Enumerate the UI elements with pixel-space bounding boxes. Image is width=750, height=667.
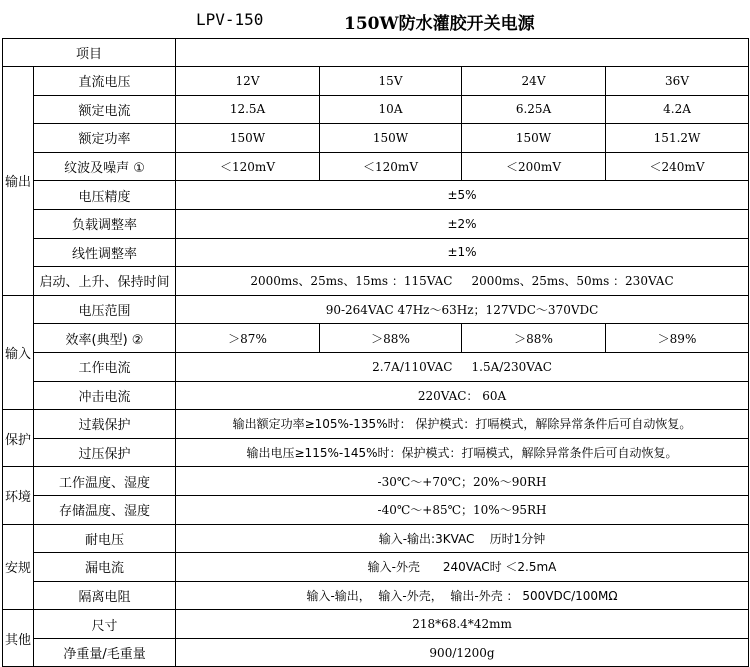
- table-row: [3, 610, 749, 639]
- row-label: 净重量/毛重量: [34, 638, 176, 667]
- cell: 6.25A: [462, 95, 606, 124]
- row-label: 效率(典型) ②: [34, 324, 176, 353]
- cell: ±1%: [176, 238, 749, 267]
- row-label: 工作温度、湿度: [34, 467, 176, 496]
- table-row: [3, 209, 749, 238]
- table-row: [3, 495, 749, 524]
- spec-table: [2, 38, 749, 667]
- group-protection: 保护: [3, 410, 34, 467]
- table-row: [3, 524, 749, 553]
- cell: -40℃～+85℃；10%～95RH: [176, 495, 749, 524]
- cell: 输出额定功率≥105%-135%时： 保护模式：打嗝模式，解除异常条件后可自动恢复。: [176, 410, 749, 439]
- row-label: 耐电压: [34, 524, 176, 553]
- cell: 151.2W: [606, 124, 749, 153]
- cell: 150W: [176, 124, 320, 153]
- table-row: [3, 410, 749, 439]
- row-label: 冲击电流: [34, 381, 176, 410]
- row-label: 直流电压: [34, 67, 176, 96]
- table-row: [3, 124, 749, 153]
- row-label: 启动、上升、保持时间: [34, 267, 176, 296]
- cell: ＜120mV: [320, 152, 462, 181]
- row-label: 尺寸: [34, 610, 176, 639]
- cell: 150W: [320, 124, 462, 153]
- cell: ±5%: [176, 181, 749, 210]
- cell: 4.2A: [606, 95, 749, 124]
- table-row: [3, 295, 749, 324]
- cell: ＞88%: [320, 324, 462, 353]
- cell: ±2%: [176, 209, 749, 238]
- cell: 90-264VAC 47Hz～63Hz；127VDC～370VDC: [176, 295, 749, 324]
- cell: 900/1200g: [176, 638, 749, 667]
- cell: 218*68.4*42mm: [176, 610, 749, 639]
- row-label: 工作电流: [34, 352, 176, 381]
- row-label: 隔离电阻: [34, 581, 176, 610]
- row-label: 额定电流: [34, 95, 176, 124]
- cell: 220VAC： 60A: [176, 381, 749, 410]
- table-row: [3, 381, 749, 410]
- table-header-row: [3, 39, 749, 67]
- row-label: 负载调整率: [34, 209, 176, 238]
- cell: 12.5A: [176, 95, 320, 124]
- table-row: [3, 238, 749, 267]
- row-label: 过压保护: [34, 438, 176, 467]
- table-row: [3, 438, 749, 467]
- cell: ＞88%: [462, 324, 606, 353]
- cell: ＞87%: [176, 324, 320, 353]
- cell: ＞89%: [606, 324, 749, 353]
- group-input: 输入: [3, 295, 34, 409]
- table-row: [3, 152, 749, 181]
- table-row: [3, 553, 749, 582]
- group-safety: 安规: [3, 524, 34, 610]
- cell: 12V: [176, 67, 320, 96]
- cell: 2.7A/110VAC 1.5A/230VAC: [176, 352, 749, 381]
- table-row: [3, 181, 749, 210]
- row-label: 纹波及噪声 ①: [34, 152, 176, 181]
- item-header: 项目: [3, 39, 176, 67]
- row-label: 漏电流: [34, 553, 176, 582]
- header-blank: [176, 39, 749, 67]
- row-label: 线性调整率: [34, 238, 176, 267]
- cell: ＜200mV: [462, 152, 606, 181]
- row-label: 电压精度: [34, 181, 176, 210]
- cell: 输入-输出， 输入-外壳， 输出-外壳 ： 500VDC/100MΩ: [176, 581, 749, 610]
- table-row: [3, 638, 749, 667]
- row-label: 电压范围: [34, 295, 176, 324]
- cell: 10A: [320, 95, 462, 124]
- cell: 150W: [462, 124, 606, 153]
- cell: 15V: [320, 67, 462, 96]
- cell: ＜240mV: [606, 152, 749, 181]
- cell: 输入-输出:3KVAC 历时1分钟: [176, 524, 749, 553]
- group-other: 其他: [3, 610, 34, 667]
- table-row: [3, 67, 749, 96]
- group-environment: 环境: [3, 467, 34, 524]
- cell: ＜120mV: [176, 152, 320, 181]
- table-row: [3, 324, 749, 353]
- table-row: [3, 95, 749, 124]
- row-label: 过载保护: [34, 410, 176, 439]
- row-label: 额定功率: [34, 124, 176, 153]
- cell: 2000ms、25ms、15ms ：115VAC 2000ms、25ms、50ms ：230VAC: [176, 267, 749, 296]
- cell: 输出电压≥115%-145%时：保护模式：打嗝模式，解除异常条件后可自动恢复。: [176, 438, 749, 467]
- cell: -30℃～+70℃；20%～90RH: [176, 467, 749, 496]
- cell: 24V: [462, 67, 606, 96]
- table-row: [3, 467, 749, 496]
- table-row: [3, 352, 749, 381]
- cell: 输入-外壳 240VAC时 ＜2.5mA: [176, 553, 749, 582]
- table-row: [3, 267, 749, 296]
- product-name: 150W防水灌胶开关电源: [344, 14, 535, 34]
- model-number: LPV-150: [196, 10, 264, 29]
- title-bar: [0, 0, 750, 38]
- row-label: 存储温度、湿度: [34, 495, 176, 524]
- table-row: [3, 581, 749, 610]
- group-output: 输出: [3, 67, 34, 296]
- cell: 36V: [606, 67, 749, 96]
